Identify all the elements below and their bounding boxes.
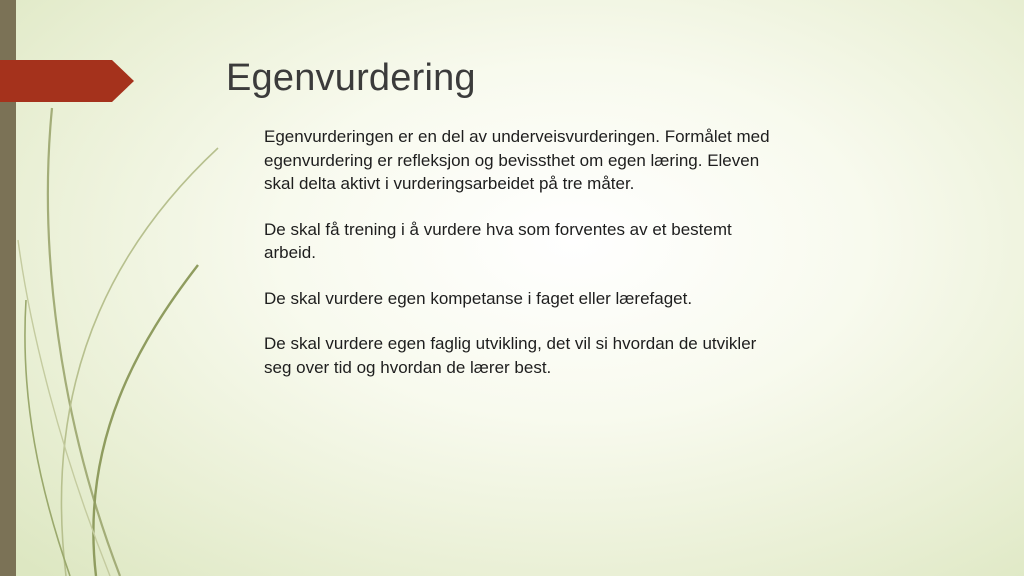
grass-line-5 xyxy=(25,300,70,576)
grass-line-4 xyxy=(18,240,110,576)
grass-line-2 xyxy=(61,148,218,576)
paragraph-point-2: De skal vurdere egen kompetanse i faget eller lærefaget. xyxy=(264,288,693,308)
red-arrow-shape xyxy=(0,0,140,110)
paragraph-intro: Egenvurderingen er en del av underveisvurderingen. Formålet med egenvurdering er refleksjon og bevissthet om egen læring. Eleven skal delta aktivt i vurderingsarbeidet på tre måter. xyxy=(264,127,770,193)
paragraph-point-1: De skal få trening i å vurdere hva som forventes av et bestemt arbeid. xyxy=(264,219,732,262)
paragraph-point-3: De skal vurdere egen faglig utvikling, det vil si hvordan de utvikler seg over tid og hvordan de lærer best. xyxy=(264,334,757,377)
slide-body xyxy=(264,125,784,401)
slide-title: Egenvurdering xyxy=(226,57,476,99)
grass-line-3 xyxy=(93,265,198,576)
